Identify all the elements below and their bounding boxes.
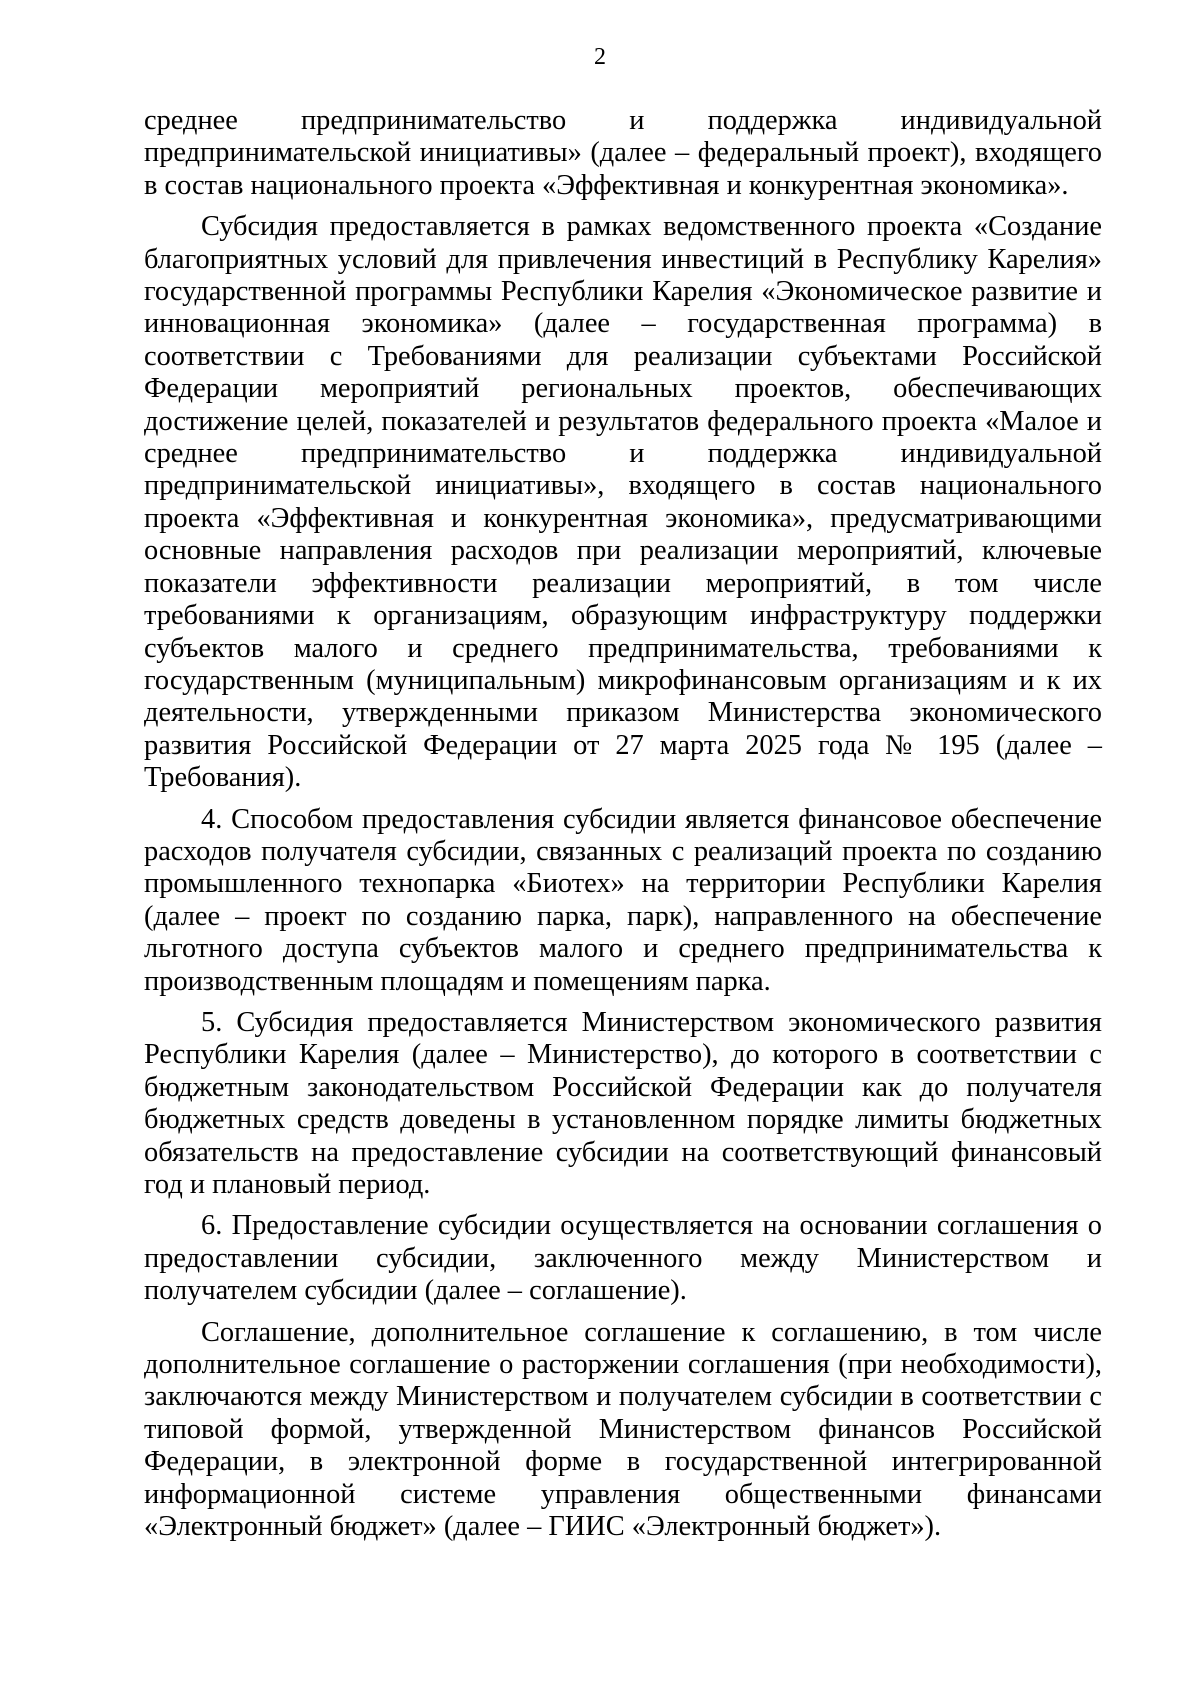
paragraph-subsidy-framework: Субсидия предоставляется в рамках ведомственного проекта «Создание благоприятных условий для привлечения инвестиций в Республику Карелия» государственной программы Республики Карелия «Экономическое развитие и инновационная экономика» (далее – государственная программа) в соответствии с Требованиями для реализации субъектами Российской Федерации мероприятий региональных проектов, обеспечивающих достижение целей, показателей и результатов федерального проекта «Малое и среднее предпринимательство и поддержка индивидуальной предпринимательской инициативы», входящего в состав национального проекта «Эффективная и конкурентная экономика», предусматривающими основные направления расходов при реализации мероприятий, ключевые показатели эффективности реализации мероприятий, в том числе требованиями к организациям, образующим инфраструктуру поддержки субъектов малого и среднего предпринимательства, требованиями к государственным (муниципальным) микрофинансовым организациям и к их деятельности, утвержденными приказом Министерства экономического развития Российской Федерации от 27 марта 2025 года № 195 (далее – Требования).: [144, 211, 1102, 794]
paragraph-item-4: 4. Способом предоставления субсидии является финансовое обеспечение расходов получателя субсидии, связанных с реализаций проекта по созданию промышленного технопарка «Биотех» на территории Республики Карелия (далее – проект по созданию парка, парк), направленного на обеспечение льготного доступа субъектов малого и среднего предпринимательства к производственным площадям и помещениям парка.: [144, 803, 1102, 997]
page-number: 2: [594, 44, 606, 70]
paragraph-item-6: 6. Предоставление субсидии осуществляется на основании соглашения о предоставлении субсидии, заключенного между Министерством и получателем субсидии (далее – соглашение).: [144, 1210, 1102, 1307]
document-body: [144, 105, 1102, 1543]
paragraph-agreement: Соглашение, дополнительное соглашение к соглашению, в том числе дополнительное соглашение о расторжении соглашения (при необходимости), заключаются между Министерством и получателем субсидии в соответствии с типовой формой, утвержденной Министерством финансов Российской Федерации, в электронной форме в государственной интегрированной информационной системе управления общественными финансами «Электронный бюджет» (далее – ГИИС «Электронный бюджет»).: [144, 1316, 1102, 1543]
paragraph-item-5: 5. Субсидия предоставляется Министерством экономического развития Республики Карелия (далее – Министерство), до которого в соответствии с бюджетным законодательством Российской Федерации как до получателя бюджетных средств доведены в установленном порядке лимиты бюджетных обязательств на предоставление субсидии на соответствующий финансовый год и плановый период.: [144, 1006, 1102, 1200]
paragraph-continuation: среднее предпринимательство и поддержка индивидуальной предпринимательской инициативы» (далее – федеральный проект), входящего в состав национального проекта «Эффективная и конкурентная экономика».: [144, 105, 1102, 201]
